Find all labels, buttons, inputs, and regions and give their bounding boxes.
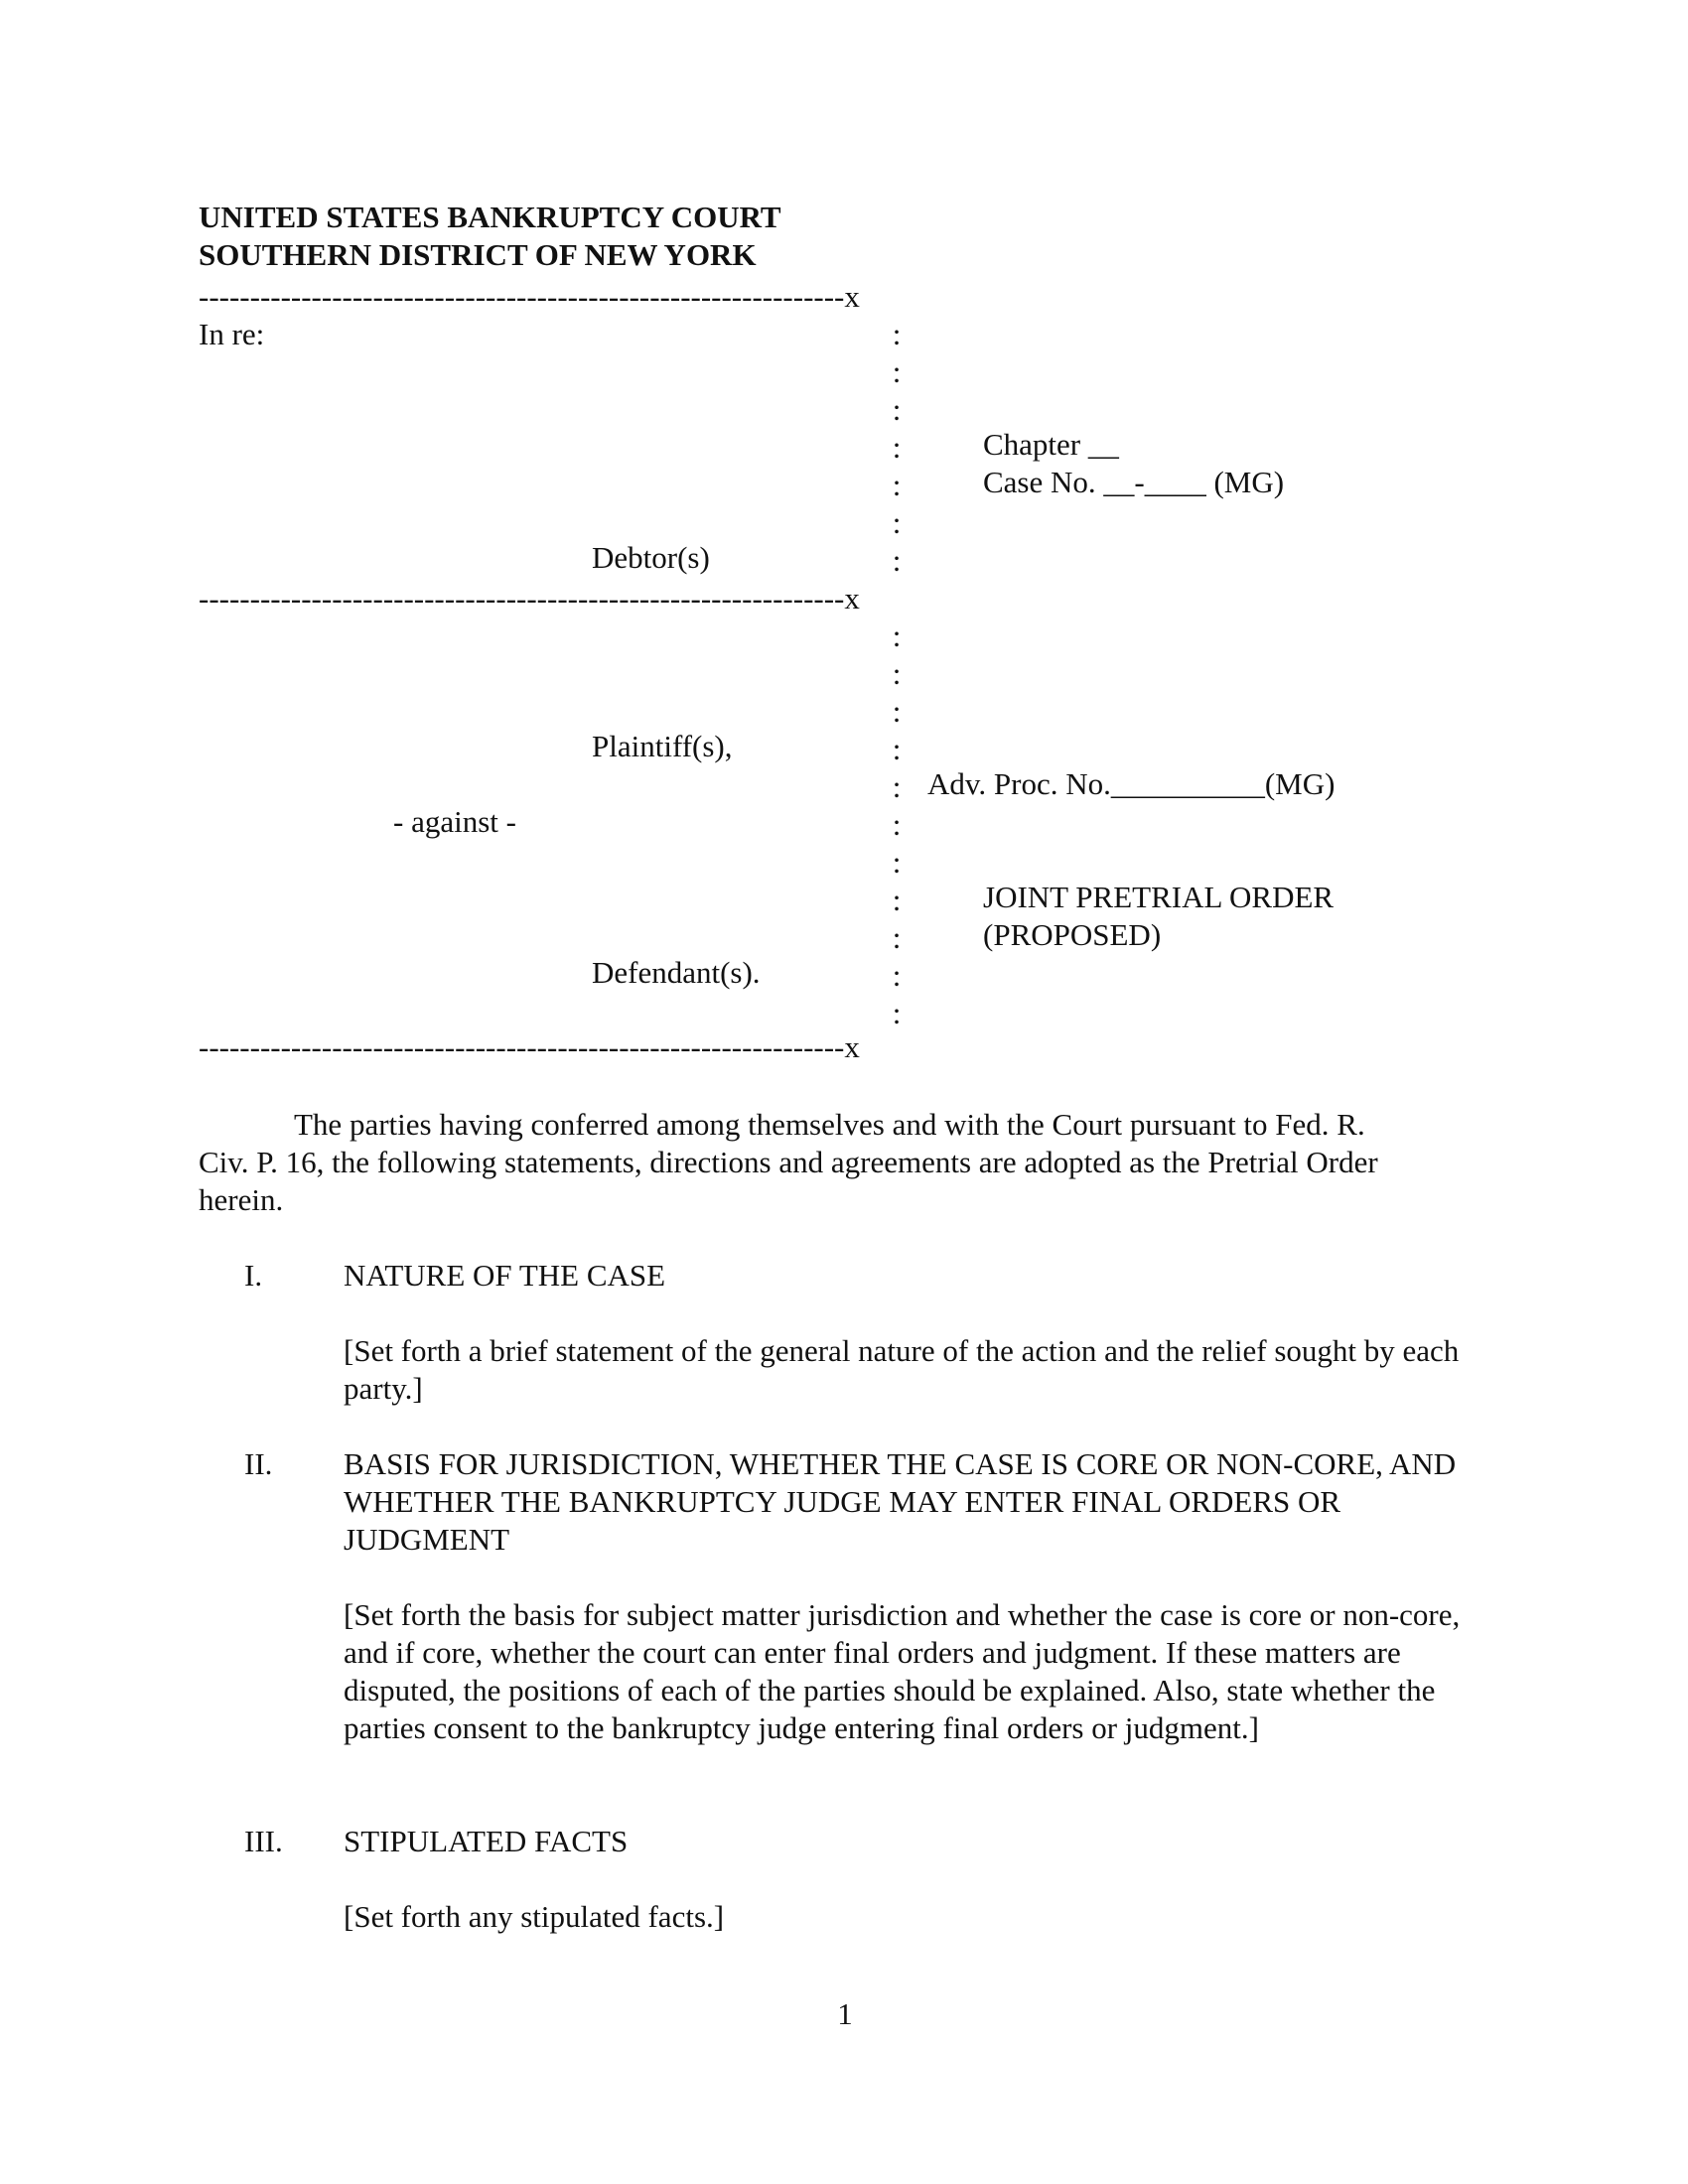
caption-colon: :: [892, 845, 902, 880]
section-title: NATURE OF THE CASE: [344, 1258, 666, 1293]
court-district: SOUTHERN DISTRICT OF NEW YORK: [199, 237, 757, 272]
caption-divider-bottom: ---------------------------------------------------------------x: [199, 1029, 860, 1064]
caption-divider-top: ---------------------------------------------------------------x: [199, 279, 860, 314]
caption-colon: :: [892, 807, 902, 842]
section-title: BASIS FOR JURISDICTION, WHETHER THE CASE IS CORE OR NON-CORE, AND WHETHER THE BANKRUPTCY JUDGE MAY ENTER FINAL ORDERS OR JUDGMENT: [344, 1446, 1457, 1557]
adversary-proceeding-number: Adv. Proc. No.__________(MG): [927, 766, 1336, 801]
order-title-line2: (PROPOSED): [983, 917, 1162, 952]
caption-colon: :: [892, 392, 902, 427]
caption-colon: :: [892, 920, 902, 955]
section-number: II.: [244, 1446, 273, 1481]
caption-colon: :: [892, 468, 902, 502]
caption-colon: :: [892, 543, 902, 578]
section-number: III.: [244, 1824, 283, 1858]
chapter-field: Chapter __: [983, 427, 1119, 462]
section-number: I.: [244, 1258, 263, 1293]
caption-colon: :: [892, 694, 902, 729]
caption-colon: :: [892, 430, 902, 465]
court-name: UNITED STATES BANKRUPTCY COURT: [199, 200, 781, 234]
caption-colon: :: [892, 996, 902, 1030]
caption-colon: :: [892, 505, 902, 540]
section-body: [Set forth any stipulated facts.]: [344, 1899, 725, 1934]
case-number-field: Case No. __-____ (MG): [983, 465, 1285, 499]
defendants-label: Defendant(s).: [592, 955, 761, 990]
section-body: [Set forth a brief statement of the general nature of the action and the relief sought by each party.]: [344, 1333, 1460, 1406]
section-body: [Set forth the basis for subject matter jurisdiction and whether the case is core or non-core, and if core, whether the court can enter final orders and judgment. If these matters are disputed, the positions of each of the parties should be explained. Also, state whether the parties consent to the bankruptcy judge entering final orders or judgment.]: [344, 1597, 1461, 1745]
caption-colon: :: [892, 618, 902, 653]
page-number: 1: [837, 1996, 853, 2031]
caption-colon: :: [892, 958, 902, 993]
caption-colon: :: [892, 769, 902, 804]
caption-divider-middle: ---------------------------------------------------------------x: [199, 581, 860, 615]
caption-colon: :: [892, 317, 902, 351]
caption-colon: :: [892, 354, 902, 389]
against-label: - against -: [393, 804, 516, 839]
section-title: STIPULATED FACTS: [344, 1824, 629, 1858]
plaintiffs-label: Plaintiff(s),: [592, 729, 733, 763]
order-title-line1: JOINT PRETRIAL ORDER: [983, 880, 1335, 914]
debtors-label: Debtor(s): [592, 540, 710, 575]
caption-colon: :: [892, 656, 902, 691]
in-re-label: In re:: [199, 317, 265, 351]
caption-colon: :: [892, 732, 902, 766]
intro-paragraph: The parties having conferred among themselves and with the Court pursuant to Fed. R. Civ. P. 16, the following statements, directions and agreements are adopted as the Pretrial Order herein.: [199, 1107, 1378, 1217]
caption-colon: :: [892, 883, 902, 917]
